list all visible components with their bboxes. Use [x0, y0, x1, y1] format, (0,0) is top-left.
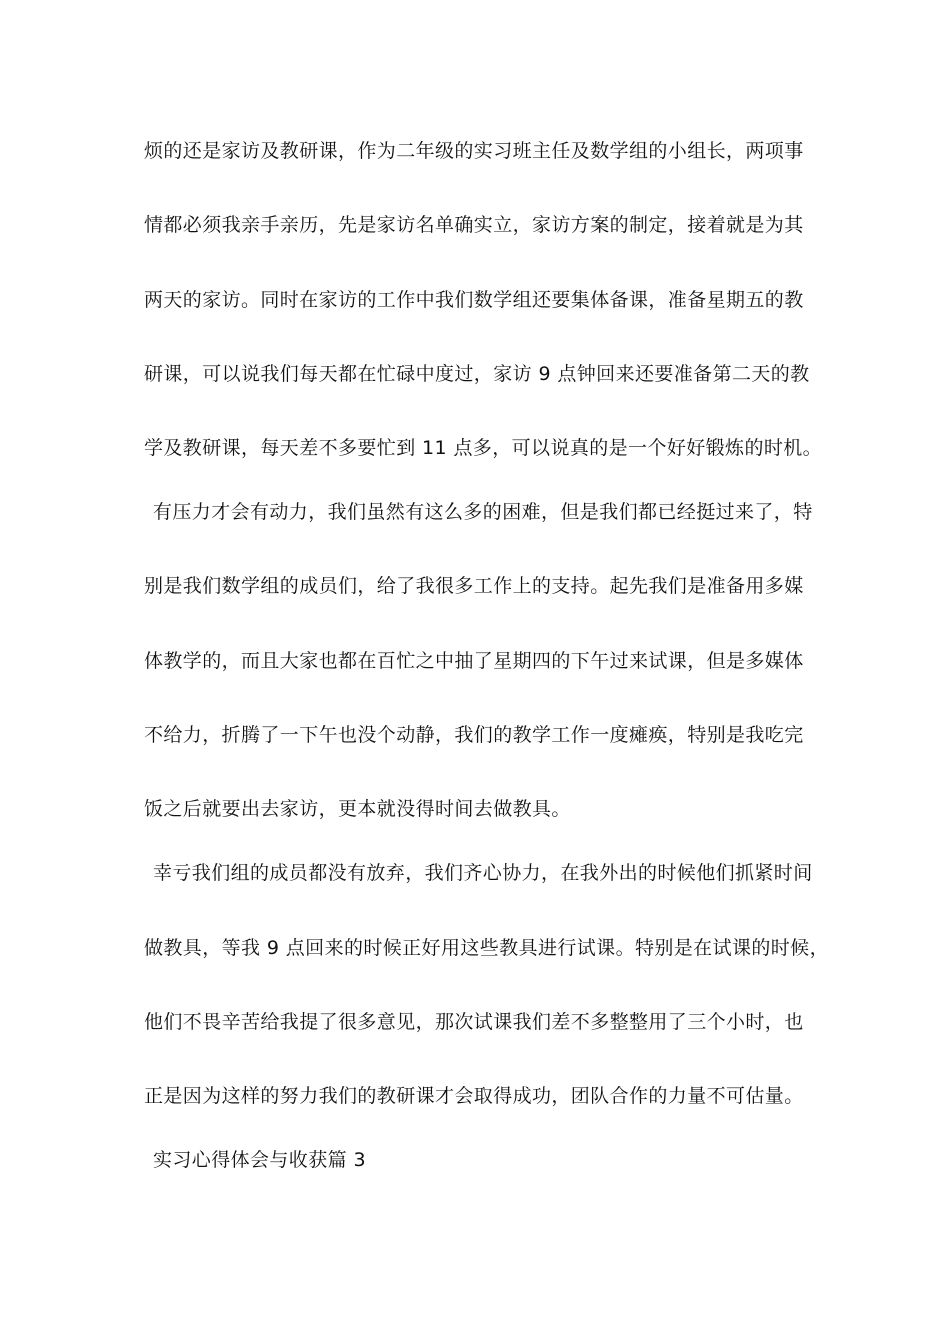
paragraph-line: 有压力才会有动力，我们虽然有这么多的困难，但是我们都已经挺过来了，特	[153, 501, 813, 523]
paragraph-line: 两天的家访。同时在家访的工作中我们数学组还要集体备课，准备星期五的教	[144, 289, 804, 311]
paragraph-line: 幸亏我们组的成员都没有放弃，我们齐心协力，在我外出的时候他们抓紧时间	[153, 862, 813, 884]
paragraph-line: 饭之后就要出去家访，更本就没得时间去做教具。	[144, 798, 571, 820]
paragraph-line: 不给力，折腾了一下午也没个动静，我们的教学工作一度瘫痪，特别是我吃完	[144, 724, 804, 746]
paragraph-line: 烦的还是家访及教研课，作为二年级的实习班主任及数学组的小组长，两项事	[144, 140, 804, 162]
paragraph-line: 别是我们数学组的成员们，给了我很多工作上的支持。起先我们是准备用多媒	[144, 575, 804, 597]
paragraph-line: 他们不畏辛苦给我提了很多意见，那次试课我们差不多整整用了三个小时，也	[144, 1011, 804, 1033]
paragraph-line: 正是因为这样的努力我们的教研课才会取得成功，团队合作的力量不可估量。	[144, 1085, 804, 1107]
paragraph-line: 研课，可以说我们每天都在忙碌中度过，家访 9 点钟回来还要准备第二天的教	[144, 363, 810, 385]
paragraph-line: 学及教研课，每天差不多要忙到 11 点多，可以说真的是一个好好锻炼的时机。	[144, 437, 823, 459]
paragraph-line: 情都必须我亲手亲历，先是家访名单确实立，家访方案的制定，接着就是为其	[144, 214, 804, 236]
paragraph-line: 体教学的，而且大家也都在百忙之中抽了星期四的下午过来试课，但是多媒体	[144, 650, 804, 672]
section-heading: 实习心得体会与收获篇 3	[153, 1149, 366, 1171]
paragraph-line: 做教具，等我 9 点回来的时候正好用这些教具进行试课。特别是在试课的时候，	[144, 937, 829, 959]
